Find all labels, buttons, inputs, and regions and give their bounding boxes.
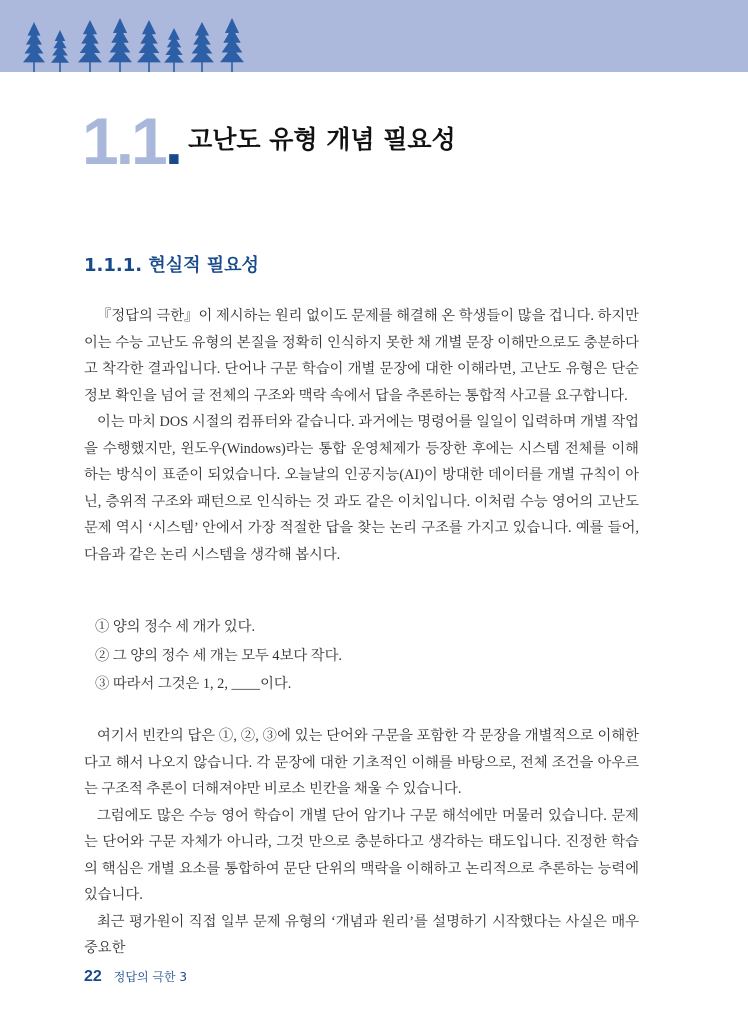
body-text-discussion [84, 723, 639, 962]
pine-trees-decoration [18, 14, 258, 72]
paragraph: 여기서 빈칸의 답은 ①, ②, ③에 있는 단어와 구문을 포함한 각 문장을 개별적으로 이해한다고 해서 나오지 않습니다. 각 문장에 대한 기초적인 이해를 바탕으로, 전체 조건을 아우르는 구조적 추론이 더해져야만 비로소 빈칸을 채울 수 있습니다. [84, 728, 639, 797]
book-title: 정답의 극한 3 [113, 970, 188, 984]
paragraph: 이는 마치 DOS 시절의 컴퓨터와 같습니다. 과거에는 명령어를 일일이 입력하며 개별 작업을 수행했지만, 윈도우(Windows)라는 통합 운영체제가 등장한 후에는 시스템 전체를 이해하는 방식이 표준이 되었습니다. 오늘날의 인공지능(AI)이 방대한 데이터를 개별 규칙이 아닌, 층위적 구조와 패턴으로 인식하는 것 과도 같은 이치입니다. 이처럼 수능 영어의 고난도 문제 역시 ‘시스템’ 안에서 가장 적절한 답을 찾는 논리 구조를 가지고 있습니다. 예를 들어, 다음과 같은 논리 시스템을 생각해 봅시다. [84, 414, 639, 563]
pine-tree-icon [78, 20, 102, 72]
paragraph: 그럼에도 많은 수능 영어 학습이 개별 단어 암기나 구문 해석에만 머물러 있습니다. 문제는 단어와 구문 자체가 아니라, 그것 만으로 충분하다고 생각하는 태도입니다. 진정한 학습의 핵심은 개별 요소를 통합하여 문단 단위의 맥락을 이해하고 논리적으로 추론하는 능력에 있습니다. [84, 807, 639, 903]
chapter-number-dot: . [164, 104, 181, 178]
chapter-number: 1.1. [82, 104, 181, 178]
section-heading: 1.1.1. 현실적 필요성 [84, 255, 259, 276]
list-item: ② 그 양의 정수 세 개는 모두 4보다 작다. [95, 647, 342, 664]
logic-list [95, 613, 342, 699]
paragraph: 최근 평가원이 직접 일부 문제 유형의 ‘개념과 원리’를 설명하기 시작했다는 사실은 매우 중요한 [84, 913, 639, 956]
pine-tree-icon [108, 18, 132, 72]
chapter-title [82, 104, 456, 178]
list-item: ① 양의 정수 세 개가 있다. [95, 619, 256, 635]
paragraph: 『정답의 극한』이 제시하는 원리 없이도 문제를 해결해 온 학생들이 많을 겁니다. 하지만 이는 수능 고난도 유형의 본질을 정확히 인식하지 못한 채 개별 문장 이해만으로도 충분하다고 착각한 결과입니다. 단어나 구문 학습이 개별 문장에 대한 이해라면, 고난도 유형은 단순 정보 확인을 넘어 글 전체의 구조와 맥락 속에서 답을 추론하는 통합적 사고를 요구합니다. [84, 308, 639, 404]
pine-tree-icon [137, 20, 161, 72]
header-band [0, 0, 748, 72]
chapter-heading: 고난도 유형 개념 필요성 [188, 125, 456, 154]
body-text-intro [84, 303, 639, 568]
pine-tree-icon [220, 18, 244, 72]
pine-tree-icon [190, 22, 214, 72]
page-footer [84, 968, 187, 986]
pine-tree-icon [23, 22, 45, 72]
page-number: 22 [84, 968, 102, 985]
pine-tree-icon [51, 30, 69, 72]
pine-tree-icon [164, 28, 184, 72]
list-item: ③ 따라서 그것은 1, 2, ____이다. [95, 676, 292, 692]
